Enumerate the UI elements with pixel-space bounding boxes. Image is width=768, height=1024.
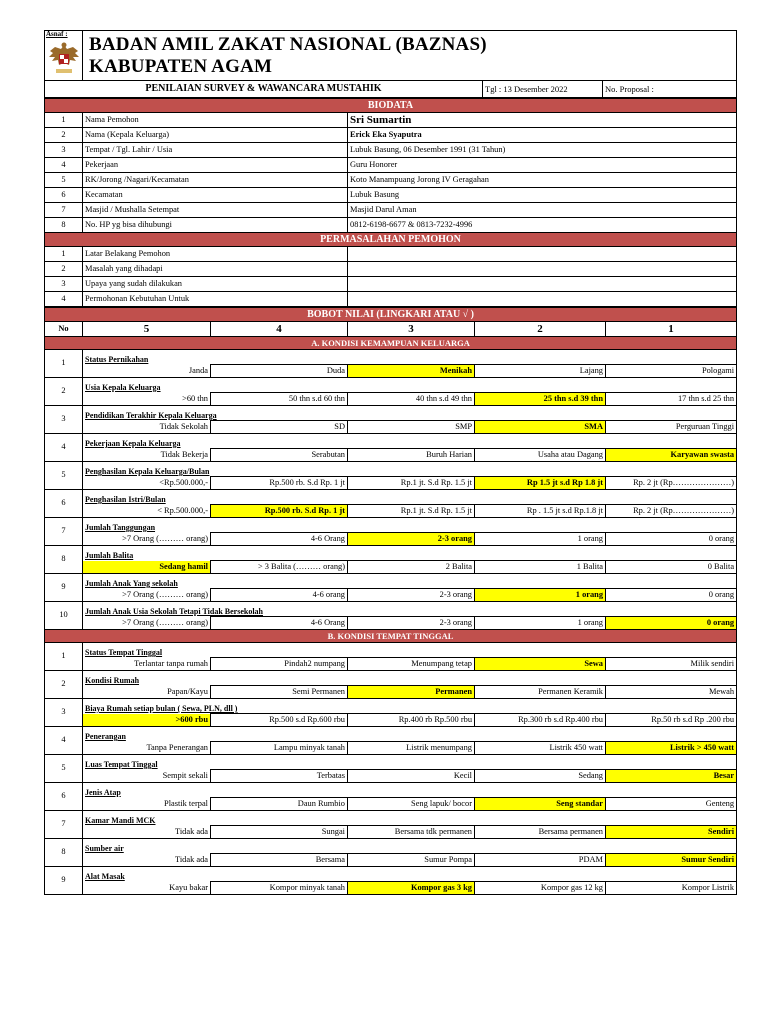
question-spacer <box>475 727 737 742</box>
field-label: Masalah yang dihadapi <box>83 262 348 277</box>
field-label: Masjid / Mushalla Setempat <box>83 203 348 218</box>
field-value[interactable]: Sri Sumartin <box>348 113 737 128</box>
option-cell[interactable]: Daun Rumbio <box>211 798 348 811</box>
question-label: Sumber air <box>83 839 475 854</box>
option-row <box>45 714 737 727</box>
option-cell[interactable]: Rp.400 rb Rp.500 rbu <box>348 714 475 727</box>
question-label: Jumlah Anak Usia Sekolah Tetapi Tidak Bersekolah <box>83 602 475 617</box>
field-value[interactable]: Guru Honorer <box>348 158 737 173</box>
option-cell[interactable]: > 3 Balita (……… orang) <box>211 561 348 574</box>
option-cell[interactable]: Tidak Sekolah <box>83 421 211 434</box>
question-label: Pekerjaan Kepala Keluarga <box>83 434 475 449</box>
question-row <box>45 755 737 770</box>
option-cell[interactable]: 4-6 orang <box>211 589 348 602</box>
biodata-row <box>45 143 737 158</box>
question-spacer <box>475 643 737 658</box>
option-cell[interactable]: SMA <box>475 421 606 434</box>
option-cell[interactable]: 1 orang <box>475 617 606 630</box>
option-cell[interactable]: Tidak ada <box>83 854 211 867</box>
biodata-row <box>45 113 737 128</box>
problem-row <box>45 277 737 292</box>
question-label: Status Tempat Tinggal <box>83 643 475 658</box>
question-row <box>45 350 737 365</box>
date-field: Tgl : 13 Desember 2022 <box>483 81 603 98</box>
option-cell[interactable]: Listrik > 450 watt <box>606 742 737 755</box>
option-cell[interactable]: Sempit sekali <box>83 770 211 783</box>
section_b-header <box>45 630 737 643</box>
question-number: 8 <box>45 546 83 574</box>
option-cell[interactable]: 4-6 Orang <box>211 533 348 546</box>
question-row <box>45 643 737 658</box>
question-number: 2 <box>45 378 83 406</box>
option-row <box>45 505 737 518</box>
option-cell[interactable]: Tidak ada <box>83 826 211 839</box>
field-label: Kecamatan <box>83 188 348 203</box>
option-cell[interactable]: >7 Orang (……… orang) <box>83 589 211 602</box>
option-cell[interactable]: 1 orang <box>475 533 606 546</box>
option-cell[interactable]: Besar <box>606 770 737 783</box>
question-row <box>45 671 737 686</box>
biodata-row <box>45 128 737 143</box>
question-label: Penghasilan Istri/Bulan <box>83 490 475 505</box>
question-number: 2 <box>45 671 83 699</box>
score-header-row <box>45 322 737 337</box>
option-cell[interactable]: 2-3 orang <box>348 589 475 602</box>
question-label: Pendidikan Terakhir Kepala Keluarga <box>83 406 475 421</box>
biodata-row <box>45 188 737 203</box>
score-header: 4 <box>211 322 348 337</box>
option-cell[interactable]: Kompor gas 3 kg <box>348 882 475 895</box>
problem-row <box>45 247 737 262</box>
option-cell[interactable]: Terbatas <box>211 770 348 783</box>
proposal-field: No. Proposal : <box>603 81 737 98</box>
option-cell[interactable]: 50 thn s.d 60 thn <box>211 393 348 406</box>
question-number: 1 <box>45 643 83 671</box>
option-cell[interactable]: Rp 1.5 jt s.d Rp 1.8 jt <box>475 477 606 490</box>
problem-row <box>45 292 737 307</box>
answer-field[interactable] <box>348 262 737 277</box>
field-label: Nama (Kepala Keluarga) <box>83 128 348 143</box>
field-label: Pekerjaan <box>83 158 348 173</box>
question-spacer <box>475 574 737 589</box>
biodata-row <box>45 173 737 188</box>
option-row <box>45 854 737 867</box>
option-row <box>45 770 737 783</box>
option-cell[interactable]: Rp. 2 jt (Rp…………………) <box>606 477 737 490</box>
option-cell[interactable]: 0 orang <box>606 617 737 630</box>
row-number: 3 <box>45 277 83 292</box>
option-cell[interactable]: Usaha atau Dagang <box>475 449 606 462</box>
section-title: A. KONDISI KEMAMPUAN KELUARGA <box>45 337 737 350</box>
option-cell[interactable]: Permanen Keramik <box>475 686 606 699</box>
question-row <box>45 783 737 798</box>
option-row <box>45 686 737 699</box>
question-row <box>45 406 737 421</box>
question-label: Alat Masak <box>83 867 475 882</box>
option-cell[interactable]: Rp.1 jt. S.d Rp. 1.5 jt <box>348 477 475 490</box>
option-cell[interactable]: Seng lapuk/ bocor <box>348 798 475 811</box>
option-cell[interactable]: Listrik 450 watt <box>475 742 606 755</box>
row-number: 6 <box>45 188 83 203</box>
field-value[interactable]: Lubuk Basung <box>348 188 737 203</box>
score-header: 3 <box>348 322 475 337</box>
option-cell[interactable]: Rp. 2 jt (Rp…………………) <box>606 505 737 518</box>
option-row <box>45 449 737 462</box>
question-row <box>45 727 737 742</box>
option-row <box>45 826 737 839</box>
option-cell[interactable]: Kompor gas 12 kg <box>475 882 606 895</box>
question-row <box>45 574 737 589</box>
question-number: 3 <box>45 406 83 434</box>
question-spacer <box>475 671 737 686</box>
option-cell[interactable]: Rp.500 s.d Rp.600 rbu <box>211 714 348 727</box>
question-row <box>45 867 737 882</box>
section-title: B. KONDISI TEMPAT TINGGAL <box>45 630 737 643</box>
option-cell[interactable]: 1 orang <box>475 589 606 602</box>
option-cell[interactable]: Kompor Listrik <box>606 882 737 895</box>
question-label: Luas Tempat Tinggal <box>83 755 475 770</box>
option-cell[interactable]: SD <box>211 421 348 434</box>
option-cell[interactable]: <Rp.500.000,- <box>83 477 211 490</box>
question-row <box>45 811 737 826</box>
question-number: 9 <box>45 867 83 895</box>
option-cell[interactable]: 1 Balita <box>475 561 606 574</box>
option-cell[interactable]: Rp.50 rb s.d Rp .200 rbu <box>606 714 737 727</box>
field-label: No. HP yg bisa dihubungi <box>83 218 348 233</box>
answer-field[interactable] <box>348 292 737 307</box>
score-table <box>44 307 737 895</box>
option-cell[interactable]: Papan/Kayu <box>83 686 211 699</box>
question-label: Status Pernikahan <box>83 350 475 365</box>
option-cell[interactable]: >60 thn <box>83 393 211 406</box>
garuda-emblem-icon <box>47 39 81 79</box>
option-row <box>45 742 737 755</box>
question-spacer <box>475 490 737 505</box>
question-row <box>45 434 737 449</box>
question-number: 8 <box>45 839 83 867</box>
option-cell[interactable]: Duda <box>211 365 348 378</box>
question-number: 7 <box>45 518 83 546</box>
field-value[interactable]: Erick Eka Syaputra <box>348 128 737 143</box>
score-header: 1 <box>606 322 737 337</box>
question-label: Penerangan <box>83 727 475 742</box>
row-number: 1 <box>45 247 83 262</box>
question-spacer <box>475 699 737 714</box>
option-cell[interactable]: Kayu bakar <box>83 882 211 895</box>
option-cell[interactable]: Karyawan swasta <box>606 449 737 462</box>
question-spacer <box>475 518 737 533</box>
biodata-table <box>44 98 737 307</box>
option-cell[interactable]: Permanen <box>348 686 475 699</box>
option-row <box>45 421 737 434</box>
option-cell[interactable]: Menikah <box>348 365 475 378</box>
problem-section-header <box>45 233 737 247</box>
question-spacer <box>475 378 737 393</box>
question-spacer <box>475 434 737 449</box>
form-title: PENILAIAN SURVEY & WAWANCARA MUSTAHIK <box>45 81 483 98</box>
field-value[interactable]: 0812-6198-6677 & 0813-7232-4996 <box>348 218 737 233</box>
option-cell[interactable]: Sendiri <box>606 826 737 839</box>
option-cell[interactable]: Sedang hamil <box>83 561 211 574</box>
option-cell[interactable]: 17 thn s.d 25 thn <box>606 393 737 406</box>
option-cell[interactable]: Milik sendiri <box>606 658 737 671</box>
field-label: RK/Jorong /Nagari/Kecamatan <box>83 173 348 188</box>
question-number: 6 <box>45 783 83 811</box>
org-line2: KABUPATEN AGAM <box>89 56 273 77</box>
option-cell[interactable]: Bersama tdk permanen <box>348 826 475 839</box>
option-cell[interactable]: Mewah <box>606 686 737 699</box>
problem-row <box>45 262 737 277</box>
option-cell[interactable]: Terlantar tanpa rumah <box>83 658 211 671</box>
option-row <box>45 477 737 490</box>
option-cell[interactable]: Lampu minyak tanah <box>211 742 348 755</box>
question-row <box>45 546 737 561</box>
option-cell[interactable]: Semi Permanen <box>211 686 348 699</box>
option-cell[interactable]: Listrik menumpang <box>348 742 475 755</box>
question-number: 10 <box>45 602 83 630</box>
option-cell[interactable]: Pindah2 numpang <box>211 658 348 671</box>
option-cell[interactable]: Bersama <box>211 854 348 867</box>
question-number: 5 <box>45 462 83 490</box>
option-cell[interactable]: >600 rbu <box>83 714 211 727</box>
option-cell[interactable]: < Rp.500.000,- <box>83 505 211 518</box>
question-label: Kondisi Rumah <box>83 671 475 686</box>
question-row <box>45 490 737 505</box>
field-label: Nama Pemohon <box>83 113 348 128</box>
field-label: Permohonan Kebutuhan Untuk <box>83 292 348 307</box>
option-cell[interactable]: Kecil <box>348 770 475 783</box>
option-cell[interactable]: Sumur Sendiri <box>606 854 737 867</box>
biodata-title: BIODATA <box>45 99 737 113</box>
question-row <box>45 518 737 533</box>
option-cell[interactable]: Lajang <box>475 365 606 378</box>
question-number: 6 <box>45 490 83 518</box>
question-spacer <box>475 350 737 365</box>
field-value[interactable]: Lubuk Basung, 06 Desember 1991 (31 Tahun) <box>348 143 737 158</box>
form-header <box>44 30 737 98</box>
option-cell[interactable]: 40 thn s.d 49 thn <box>348 393 475 406</box>
option-cell[interactable]: Sungai <box>211 826 348 839</box>
option-row <box>45 617 737 630</box>
option-row <box>45 882 737 895</box>
option-cell[interactable]: Rp.300 rb s.d Rp.400 rbu <box>475 714 606 727</box>
option-row <box>45 658 737 671</box>
option-cell[interactable]: PDAM <box>475 854 606 867</box>
row-number: 4 <box>45 158 83 173</box>
option-row <box>45 589 737 602</box>
option-cell[interactable]: Janda <box>83 365 211 378</box>
option-cell[interactable]: Perguruan Tinggi <box>606 421 737 434</box>
option-cell[interactable]: Buruh Harian <box>348 449 475 462</box>
answer-field[interactable] <box>348 247 737 262</box>
question-row <box>45 839 737 854</box>
option-cell[interactable]: Sewa <box>475 658 606 671</box>
option-cell[interactable]: 0 orang <box>606 533 737 546</box>
option-row <box>45 365 737 378</box>
score-title: BOBOT NILAI (LINGKARI ATAU √ ) <box>45 308 737 322</box>
row-number: 7 <box>45 203 83 218</box>
question-label: Biaya Rumah setiap bulan ( Sewa, PLN, dll ) <box>83 699 475 714</box>
answer-field[interactable] <box>348 277 737 292</box>
field-label: Tempat / Tgl. Lahir / Usia <box>83 143 348 158</box>
option-row <box>45 561 737 574</box>
field-value[interactable]: Masjid Darul Aman <box>348 203 737 218</box>
question-number: 4 <box>45 434 83 462</box>
row-number: 2 <box>45 262 83 277</box>
option-cell[interactable]: Sumur Pompa <box>348 854 475 867</box>
question-label: Jenis Atap <box>83 783 475 798</box>
option-cell[interactable]: 2-3 orang <box>348 533 475 546</box>
org-line1: BADAN AMIL ZAKAT NASIONAL (BAZNAS) <box>89 34 487 55</box>
biodata-section-header <box>45 99 737 113</box>
score-header: 5 <box>83 322 211 337</box>
question-spacer <box>475 783 737 798</box>
question-label: Kamar Mandi MCK <box>83 811 475 826</box>
org-title-cell <box>83 31 737 81</box>
question-spacer <box>475 867 737 882</box>
row-number: 5 <box>45 173 83 188</box>
question-label: Jumlah Balita <box>83 546 475 561</box>
option-cell[interactable]: >7 Orang (……… orang) <box>83 617 211 630</box>
row-number: 4 <box>45 292 83 307</box>
question-number: 1 <box>45 350 83 378</box>
biodata-row <box>45 218 737 233</box>
question-number: 4 <box>45 727 83 755</box>
question-spacer <box>475 755 737 770</box>
row-number: 2 <box>45 128 83 143</box>
score-section-header <box>45 308 737 322</box>
option-cell[interactable]: 0 orang <box>606 589 737 602</box>
question-spacer <box>475 406 737 421</box>
option-cell[interactable]: Menumpang tetap <box>348 658 475 671</box>
option-cell[interactable]: Rp . 1.5 jt s.d Rp.1.8 jt <box>475 505 606 518</box>
question-row <box>45 378 737 393</box>
row-number: 8 <box>45 218 83 233</box>
question-spacer <box>475 462 737 477</box>
question-number: 7 <box>45 811 83 839</box>
question-spacer <box>475 839 737 854</box>
question-number: 5 <box>45 755 83 783</box>
field-label: Latar Belakang Pemohon <box>83 247 348 262</box>
question-label: Jumlah Tanggungan <box>83 518 475 533</box>
question-spacer <box>475 811 737 826</box>
option-cell[interactable]: SMP <box>348 421 475 434</box>
problem-title: PERMASALAHAN PEMOHON <box>45 233 737 247</box>
question-number: 9 <box>45 574 83 602</box>
option-cell[interactable]: Seng standar <box>475 798 606 811</box>
option-cell[interactable]: Pologami <box>606 365 737 378</box>
question-row <box>45 462 737 477</box>
option-row <box>45 393 737 406</box>
option-cell[interactable]: 25 thn s.d 39 thn <box>475 393 606 406</box>
option-cell[interactable]: Rp.500 rb. S.d Rp. 1 jt <box>211 505 348 518</box>
question-label: Jumlah Anak Yang sekolah <box>83 574 475 589</box>
option-cell[interactable]: Sedang <box>475 770 606 783</box>
question-spacer <box>475 546 737 561</box>
option-cell[interactable]: 0 Balita <box>606 561 737 574</box>
field-value[interactable]: Koto Manampuang Jorong IV Geragahan <box>348 173 737 188</box>
no-header: No <box>45 322 83 337</box>
question-label: Usia Kepala Keluarga <box>83 378 475 393</box>
score-header: 2 <box>475 322 606 337</box>
asnaf-label: Asnaf : <box>46 30 68 38</box>
option-row <box>45 533 737 546</box>
section_a-header <box>45 337 737 350</box>
option-cell[interactable]: Rp.500 rb. S.d Rp. 1 jt <box>211 477 348 490</box>
field-label: Upaya yang sudah dilakukan <box>83 277 348 292</box>
question-label: Penghasilan Kepala Keluarga/Bulan <box>83 462 475 477</box>
logo-cell <box>45 31 83 81</box>
option-cell[interactable]: Serabutan <box>211 449 348 462</box>
row-number: 3 <box>45 143 83 158</box>
question-number: 3 <box>45 699 83 727</box>
biodata-row <box>45 158 737 173</box>
option-cell[interactable]: Kompor minyak tanah <box>211 882 348 895</box>
question-spacer <box>475 602 737 617</box>
row-number: 1 <box>45 113 83 128</box>
survey-form <box>44 30 736 895</box>
option-cell[interactable]: Plastik terpal <box>83 798 211 811</box>
question-row <box>45 602 737 617</box>
option-cell[interactable]: 2-3 orang <box>348 617 475 630</box>
option-cell[interactable]: >7 Orang (……… orang) <box>83 533 211 546</box>
biodata-row <box>45 203 737 218</box>
option-cell[interactable]: Rp.1 jt. S.d Rp. 1.5 jt <box>348 505 475 518</box>
option-cell[interactable]: Genteng <box>606 798 737 811</box>
option-cell[interactable]: 4-6 Orang <box>211 617 348 630</box>
question-row <box>45 699 737 714</box>
option-cell[interactable]: 2 Balita <box>348 561 475 574</box>
option-cell[interactable]: Tidak Bekerja <box>83 449 211 462</box>
option-cell[interactable]: Bersama permanen <box>475 826 606 839</box>
option-cell[interactable]: Tanpa Penerangan <box>83 742 211 755</box>
option-row <box>45 798 737 811</box>
